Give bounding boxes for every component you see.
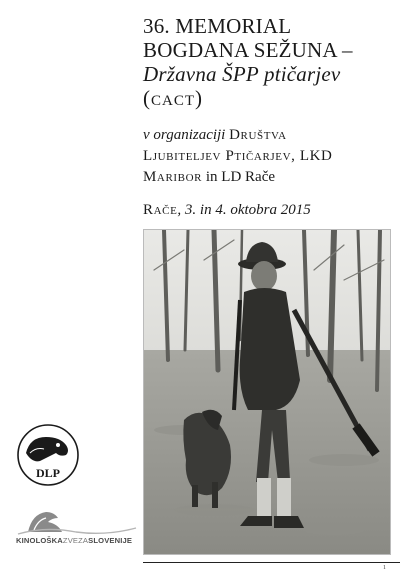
dlp-logo: [16, 423, 80, 487]
title-line-3: Državna ŠPP ptičarjev: [143, 62, 341, 86]
organizers-line-2: Ljubiteljev Ptičarjev, LKD: [143, 148, 333, 164]
organizers-line-3-org: Maribor: [143, 169, 203, 185]
dlp-monogram: DLP: [36, 466, 60, 480]
kzs-word-1: KINOLOŠKA: [16, 536, 63, 545]
organizers-line-3-conj: in: [205, 169, 218, 185]
organizers-org1: Društva: [229, 127, 287, 143]
kzs-word-2: ZVEZA: [62, 536, 89, 545]
hunter-dog-photo: [143, 229, 391, 555]
kzs-wordmark: [16, 536, 138, 545]
title-line-1: 36. MEMORIAL: [143, 14, 292, 38]
dlp-emblem: [16, 423, 80, 487]
organizers-line-3-end: LD Rače: [221, 169, 276, 185]
photo-illustration: [144, 230, 390, 554]
title-line-2: BOGDANA SEŽUNA –: [143, 38, 353, 62]
event-dates: , 3. in 4. oktobra 2015: [177, 202, 311, 218]
page-number: 1: [383, 565, 386, 571]
footer-rule: [143, 562, 400, 563]
event-title: [143, 14, 398, 110]
event-date: [143, 200, 403, 220]
organizers-prefix: v organizaciji: [143, 127, 226, 143]
title-line-4: (cact): [143, 86, 203, 110]
organizers-line-3: [143, 167, 401, 188]
kzs-logo: [16, 506, 138, 552]
kzs-word-3: SLOVENIJE: [88, 536, 133, 545]
event-place: Rače: [143, 202, 178, 218]
organizers: [143, 125, 401, 188]
kzs-dog-emblem: [16, 506, 138, 536]
organizers-line-1: [143, 125, 401, 146]
